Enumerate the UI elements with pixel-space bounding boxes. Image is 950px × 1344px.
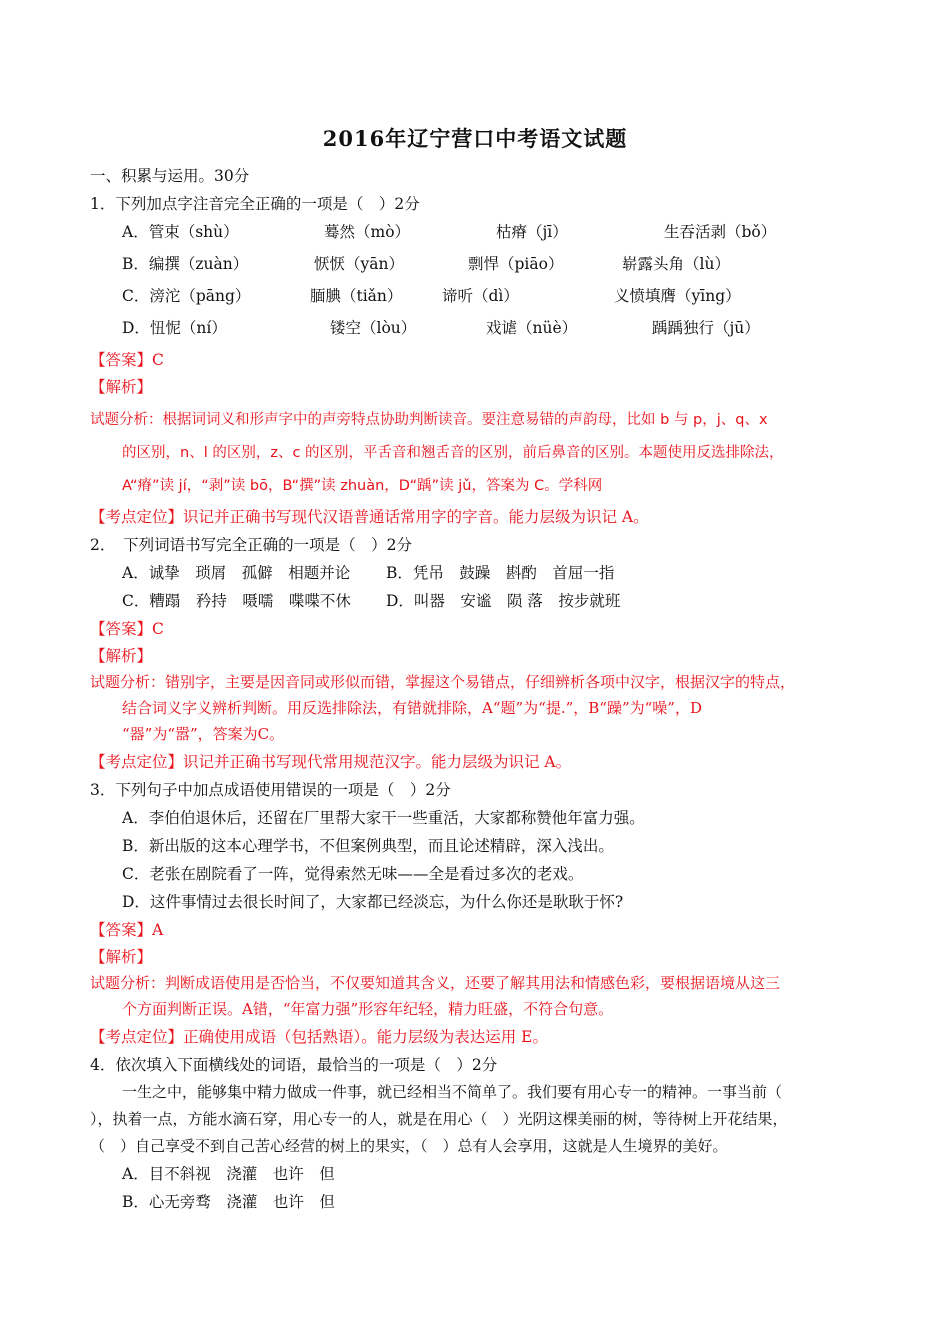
q1-stem: 1．下列加点字注音完全正确的一项是（ ）2分 [90, 195, 420, 213]
q1-option-c-4: 义愤填膺（yīng） [614, 287, 741, 305]
q1-analysis-line-1: 试题分析：根据词词义和形声字中的声旁特点协助判断读音。要注意易错的声韵母，比如 b 与 p，j、q、x [90, 412, 768, 428]
q1-option-a-1: A．管束（shù） [122, 223, 239, 241]
q2-option-d: D．叫器 安谧 陨 落 按步就班 [386, 592, 621, 610]
q2-analysis-line-1: 试题分析：错别字，主要是因音同或形似而错，掌握这个易错点，仔细辨析各项中汉字，根据汉字的特点， [90, 673, 796, 691]
q3-option-b: B．新出版的这本心理学书，不但案例典型，而且论述精辟，深入浅出。 [122, 837, 614, 855]
q2-stem: 2． 下列词语书写完全正确的一项是（ ）2分 [90, 536, 412, 554]
q3-option-a: A．李伯伯退休后，还留在厂里帮大家干一些重活，大家都称赞他年富力强。 [122, 809, 645, 827]
q4-stem: 4．依次填入下面横线处的词语，最恰当的一项是（ ）2分 [90, 1056, 498, 1074]
q1-analysis-heading: 【解析】 [90, 378, 153, 396]
q3-answer: 【答案】A [90, 921, 164, 939]
q1-option-d-1: D．忸怩（ní） [122, 319, 227, 337]
page-title: 2016年辽宁营口中考语文试题 [322, 126, 628, 151]
q3-analysis-line-1: 试题分析：判断成语使用是否恰当，不仅要知道其含义，还要了解其用法和情感色彩，要根据语境从这三 [90, 974, 781, 992]
q1-option-a-3: 枯瘠（jī） [496, 223, 568, 241]
q4-passage-line-1: 一生之中，能够集中精力做成一件事，就已经相当不简单了。我们要有用心专一的精神。一事当前（ [122, 1083, 783, 1101]
q3-analysis-heading: 【解析】 [90, 948, 153, 966]
q3-knowledge-point: 【考点定位】正确使用成语（包括熟语）。能力层级为表达运用 E。 [90, 1028, 548, 1046]
q2-answer: 【答案】C [90, 620, 164, 638]
q1-option-b-4: 崭露头角（lù） [622, 255, 730, 273]
q1-option-c-1: C．滂沱（pāng） [122, 287, 251, 305]
q1-option-d-4: 踽踽独行（jū） [652, 319, 760, 337]
q4-passage-line-3: （ ）自己享受不到自己苦心经营的树上的果实，（ ）总有人会享用，这就是人生境界的美好。 [90, 1137, 728, 1155]
q1-option-c-2: 腼腆（tiǎn） [310, 287, 403, 305]
section-heading: 一、积累与运用。30分 [90, 167, 250, 185]
q1-knowledge-point: 【考点定位】识记并正确书写现代汉语普通话常用字的字音。能力层级为识记 A。 [90, 508, 649, 526]
q4-passage-line-2: ），执着一点，方能水滴石穿，用心专一的人，就是在用心（ ）光阴这棵美丽的树，等待树上开花结果， [90, 1110, 788, 1128]
q1-option-b-1: B．编撰（zuàn） [122, 255, 249, 273]
q3-option-c: C．老张在剧院看了一阵，觉得索然无味——全是看过多次的老戏。 [122, 865, 584, 883]
q1-analysis-line-2: 的区别，n、l 的区别，z、c 的区别，平舌音和翘舌音的区别，前后鼻音的区别。本题使用反选排除法， [122, 445, 784, 461]
q1-option-b-2: 恹恹（yān） [314, 255, 404, 273]
q2-analysis-heading: 【解析】 [90, 647, 153, 665]
q1-option-d-2: 镂空（lòu） [330, 319, 417, 337]
q4-option-a: A．目不斜视 浇灌 也许 但 [122, 1165, 335, 1183]
q2-option-b: B．凭吊 鼓躁 斟酌 首屈一指 [386, 564, 615, 582]
q3-stem: 3．下列句子中加点成语使用错误的一项是（ ）2分 [90, 781, 451, 799]
q2-option-a: A．诚挚 琐屑 孤僻 相题并论 [122, 564, 351, 582]
q2-analysis-line-2: 结合词义字义辨析判断。用反选排除法，有错就排除，A“题”为“提.”，B“躁”为“噪”，D [122, 699, 703, 717]
q1-option-a-2: 蓦然（mò） [324, 223, 411, 241]
q1-option-d-3: 戏谑（nüè） [486, 319, 578, 337]
q1-analysis-line-3: A“瘠”读 jí，“剥”读 bō，B“撰”读 zhuàn，D“踽”读 jǔ，答案为 C。学科网 [122, 478, 603, 494]
q2-option-c: C．糟蹋 矜持 嗫嚅 喋喋不休 [122, 592, 351, 610]
q3-option-d: D．这件事情过去很长时间了，大家都已经淡忘，为什么你还是耿耿于怀? [122, 893, 624, 911]
q1-option-c-3: 谛听（dì） [442, 287, 519, 305]
q2-analysis-line-3: “器”为“嚣”，答案为C。 [122, 725, 285, 743]
q4-option-b: B．心无旁骛 浇灌 也许 但 [122, 1193, 335, 1211]
q1-option-b-3: 剽悍（piāo） [468, 255, 564, 273]
q1-option-a-4: 生吞活剥（bǒ） [664, 223, 777, 241]
q3-analysis-line-2: 个方面判断正误。A错，“年富力强”形容年纪轻，精力旺盛，不符合句意。 [122, 1000, 614, 1018]
q1-answer: 【答案】C [90, 351, 164, 369]
q2-knowledge-point: 【考点定位】识记并正确书写现代常用规范汉字。能力层级为识记 A。 [90, 753, 572, 771]
